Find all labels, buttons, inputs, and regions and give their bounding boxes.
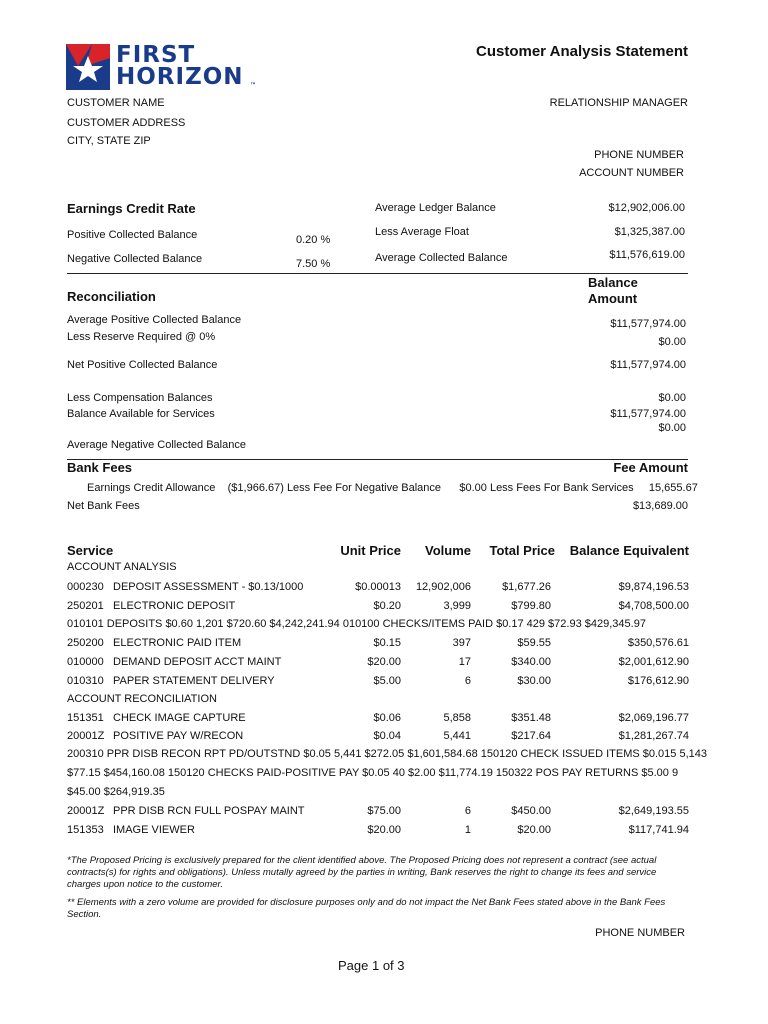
recon-value-0: $11,577,974.00 <box>610 318 686 330</box>
balance-col-head: Balance <box>588 275 638 290</box>
recon-value-2: $11,577,974.00 <box>610 359 686 371</box>
balance-equivalent: $176,612.90 <box>627 675 689 687</box>
service-code: 000230 <box>67 581 104 593</box>
net-bank-fees-value: $13,689.00 <box>632 500 688 512</box>
avg-ledger-label: Average Ledger Balance <box>375 202 496 214</box>
unit-price: $0.04 <box>373 730 401 742</box>
brand-line-1: FIRST <box>116 42 196 68</box>
table-row <box>67 581 689 599</box>
amount-col-head: Amount <box>588 291 638 306</box>
balance-equivalent: $117,741.94 <box>628 824 689 836</box>
relationship-manager: RELATIONSHIP MANAGER <box>549 97 688 109</box>
service-header-row <box>67 543 689 561</box>
total-price: $799.80 <box>511 600 551 612</box>
bank-fees-line: Earnings Credit Allowance ($1,966.67) Less Fee For Negative Balance $0.00 Less Fees For Bank Services 15,655.67 <box>87 482 698 494</box>
recon-value-3: $0.00 <box>658 392 686 404</box>
balance-equivalent: $1,281,267.74 <box>618 730 689 742</box>
section-account-analysis: ACCOUNT ANALYSIS <box>67 561 177 573</box>
total-price: $59.55 <box>517 637 551 649</box>
unit-price: $0.15 <box>373 637 401 649</box>
service-code: 20001Z <box>67 730 105 742</box>
footnote-1: *The Proposed Pricing is exclusively prepared for the client identified above. The Proposed Pricing does not represent a contract (see actual contracts(s) for rights and obligations). Unless mutally agreed by the parties in writing, Bank reserves the right to change its fees and service charges upon notice to the customer. <box>67 855 657 890</box>
total-price: $340.00 <box>511 656 551 668</box>
ecr-negative-value: 7.50 % <box>296 258 331 270</box>
balance-equivalent: $4,708,500.00 <box>618 600 689 612</box>
balance-equivalent-col-head: Balance Equivalent <box>569 543 689 558</box>
wrapped-service-line: 010101 DEPOSITS $0.60 1,201 $720.60 $4,242,241.94 010100 CHECKS/ITEMS PAID $0.17 429 $72.93 $429,345.97 <box>67 618 646 630</box>
recon-label-4: Balance Available for Services <box>67 408 215 420</box>
total-price: $217.64 <box>511 730 551 742</box>
table-row <box>67 824 689 842</box>
divider-1 <box>67 273 688 274</box>
service-desc: DEPOSIT ASSESSMENT - $0.13/1000 <box>113 581 304 593</box>
phone-number: PHONE NUMBER <box>594 149 684 161</box>
fee-amount-col-head: Fee Amount <box>613 460 688 475</box>
footnote-2: ** Elements with a zero volume are provided for disclosure purposes only and do not impact the Net Bank Fees stated above in the Bank Fees Section. <box>67 897 666 920</box>
service-desc: ELECTRONIC PAID ITEM <box>113 637 242 649</box>
wrapped-service-line: 200310 PPR DISB RECON RPT PD/OUTSTND $0.05 5,441 $272.05 $1,601,584.68 150120 CHECK ISSUED ITEMS $0.015 5,143 <box>67 748 707 760</box>
recon-label-0: Average Positive Collected Balance <box>67 314 242 326</box>
service-code: 010000 <box>67 656 104 668</box>
service-desc: CHECK IMAGE CAPTURE <box>113 712 246 724</box>
total-price: $450.00 <box>511 805 551 817</box>
footer-phone-number: PHONE NUMBER <box>595 927 685 939</box>
recon-value-4: $11,577,974.00 <box>610 408 686 420</box>
customer-name: CUSTOMER NAME <box>67 97 165 109</box>
avg-collected-label: Average Collected Balance <box>375 252 508 264</box>
table-row <box>67 637 689 655</box>
table-row <box>67 600 689 618</box>
balance-equivalent: $2,069,196.77 <box>618 712 689 724</box>
unit-price: $20.00 <box>367 824 401 836</box>
wrapped-service-line: $45.00 $264,919.35 <box>67 786 165 798</box>
volume: 397 <box>452 637 471 649</box>
balance-equivalent: $9,874,196.53 <box>618 581 689 593</box>
table-row <box>67 805 689 823</box>
avg-collected-value: $11,576,619.00 <box>609 249 685 261</box>
net-bank-fees-label: Net Bank Fees <box>67 500 140 512</box>
unit-price-col-head: Unit Price <box>340 543 401 558</box>
recon-value-1: $0.00 <box>658 336 686 348</box>
balance-equivalent: $350,576.61 <box>627 637 689 649</box>
ecr-positive-label: Positive Collected Balance <box>67 229 198 241</box>
service-desc: PPR DISB RCN FULL POSPAY MAINT <box>113 805 305 817</box>
avg-float-value: $1,325,387.00 <box>614 226 685 238</box>
account-number: ACCOUNT NUMBER <box>579 167 684 179</box>
brand-trademark: ™ <box>250 82 256 89</box>
service-code: 151353 <box>67 824 104 836</box>
recon-label-3: Less Compensation Balances <box>67 392 213 404</box>
service-code: 250200 <box>67 637 104 649</box>
volume: 5,858 <box>443 712 471 724</box>
total-price-col-head: Total Price <box>489 543 555 558</box>
total-price: $351.48 <box>511 712 551 724</box>
wrapped-service-line: $77.15 $454,160.08 150120 CHECKS PAID-POSITIVE PAY $0.05 40 $2.00 $11,774.19 150322 POS PAY RETURNS $5.00 9 <box>67 767 679 779</box>
volume: 17 <box>458 656 471 668</box>
unit-price: $0.06 <box>373 712 401 724</box>
service-desc: ELECTRONIC DEPOSIT <box>113 600 236 612</box>
service-col-head: Service <box>67 543 114 558</box>
divider-2 <box>67 459 688 460</box>
volume: 1 <box>464 824 471 836</box>
recon-label-6: Average Negative Collected Balance <box>67 439 246 451</box>
service-code: 010310 <box>67 675 104 687</box>
service-code: 20001Z <box>67 805 105 817</box>
avg-ledger-value: $12,902,006.00 <box>608 202 685 214</box>
ecr-positive-value: 0.20 % <box>296 234 331 246</box>
page-number: Page 1 of 3 <box>338 958 405 973</box>
unit-price: $20.00 <box>367 656 401 668</box>
unit-price: $5.00 <box>373 675 401 687</box>
volume: 3,999 <box>443 600 471 612</box>
volume: 5,441 <box>443 730 471 742</box>
table-row <box>67 730 689 748</box>
avg-float-label: Less Average Float <box>375 226 469 238</box>
volume: 6 <box>464 805 471 817</box>
balance-equivalent: $2,001,612.90 <box>618 656 689 668</box>
star-logo-icon <box>66 44 110 90</box>
table-row <box>67 675 689 693</box>
service-desc: POSITIVE PAY W/RECON <box>113 730 244 742</box>
section-account-reconciliation: ACCOUNT RECONCILIATION <box>67 693 217 705</box>
bank-fees-heading: Bank Fees <box>67 460 133 475</box>
unit-price: $0.00013 <box>355 581 401 593</box>
recon-label-1: Less Reserve Required @ 0% <box>67 331 216 343</box>
volume: 12,902,006 <box>415 581 471 593</box>
table-row <box>67 656 689 674</box>
total-price: $20.00 <box>517 824 551 836</box>
ecr-negative-label: Negative Collected Balance <box>67 253 203 265</box>
service-desc: PAPER STATEMENT DELIVERY <box>113 675 275 687</box>
service-code: 151351 <box>67 712 104 724</box>
table-row <box>67 712 689 730</box>
ecr-heading: Earnings Credit Rate <box>67 201 196 216</box>
recon-value-5: $0.00 <box>658 422 686 434</box>
unit-price: $0.20 <box>373 600 401 612</box>
statement-title: Customer Analysis Statement <box>475 43 688 60</box>
reconciliation-heading: Reconciliation <box>67 289 156 304</box>
total-price: $1,677.26 <box>502 581 551 593</box>
volume-col-head: Volume <box>425 543 471 558</box>
service-code: 250201 <box>67 600 104 612</box>
unit-price: $75.00 <box>367 805 401 817</box>
recon-label-2: Net Positive Collected Balance <box>67 359 218 371</box>
first-horizon-logo <box>66 42 266 92</box>
service-desc: DEMAND DEPOSIT ACCT MAINT <box>113 656 282 668</box>
customer-city: CITY, STATE ZIP <box>67 135 151 147</box>
service-desc: IMAGE VIEWER <box>113 824 195 836</box>
balance-equivalent: $2,649,193.55 <box>618 805 689 817</box>
total-price: $30.00 <box>517 675 551 687</box>
volume: 6 <box>464 675 471 687</box>
brand-line-2: HORIZON <box>116 64 244 90</box>
customer-address: CUSTOMER ADDRESS <box>67 117 186 129</box>
